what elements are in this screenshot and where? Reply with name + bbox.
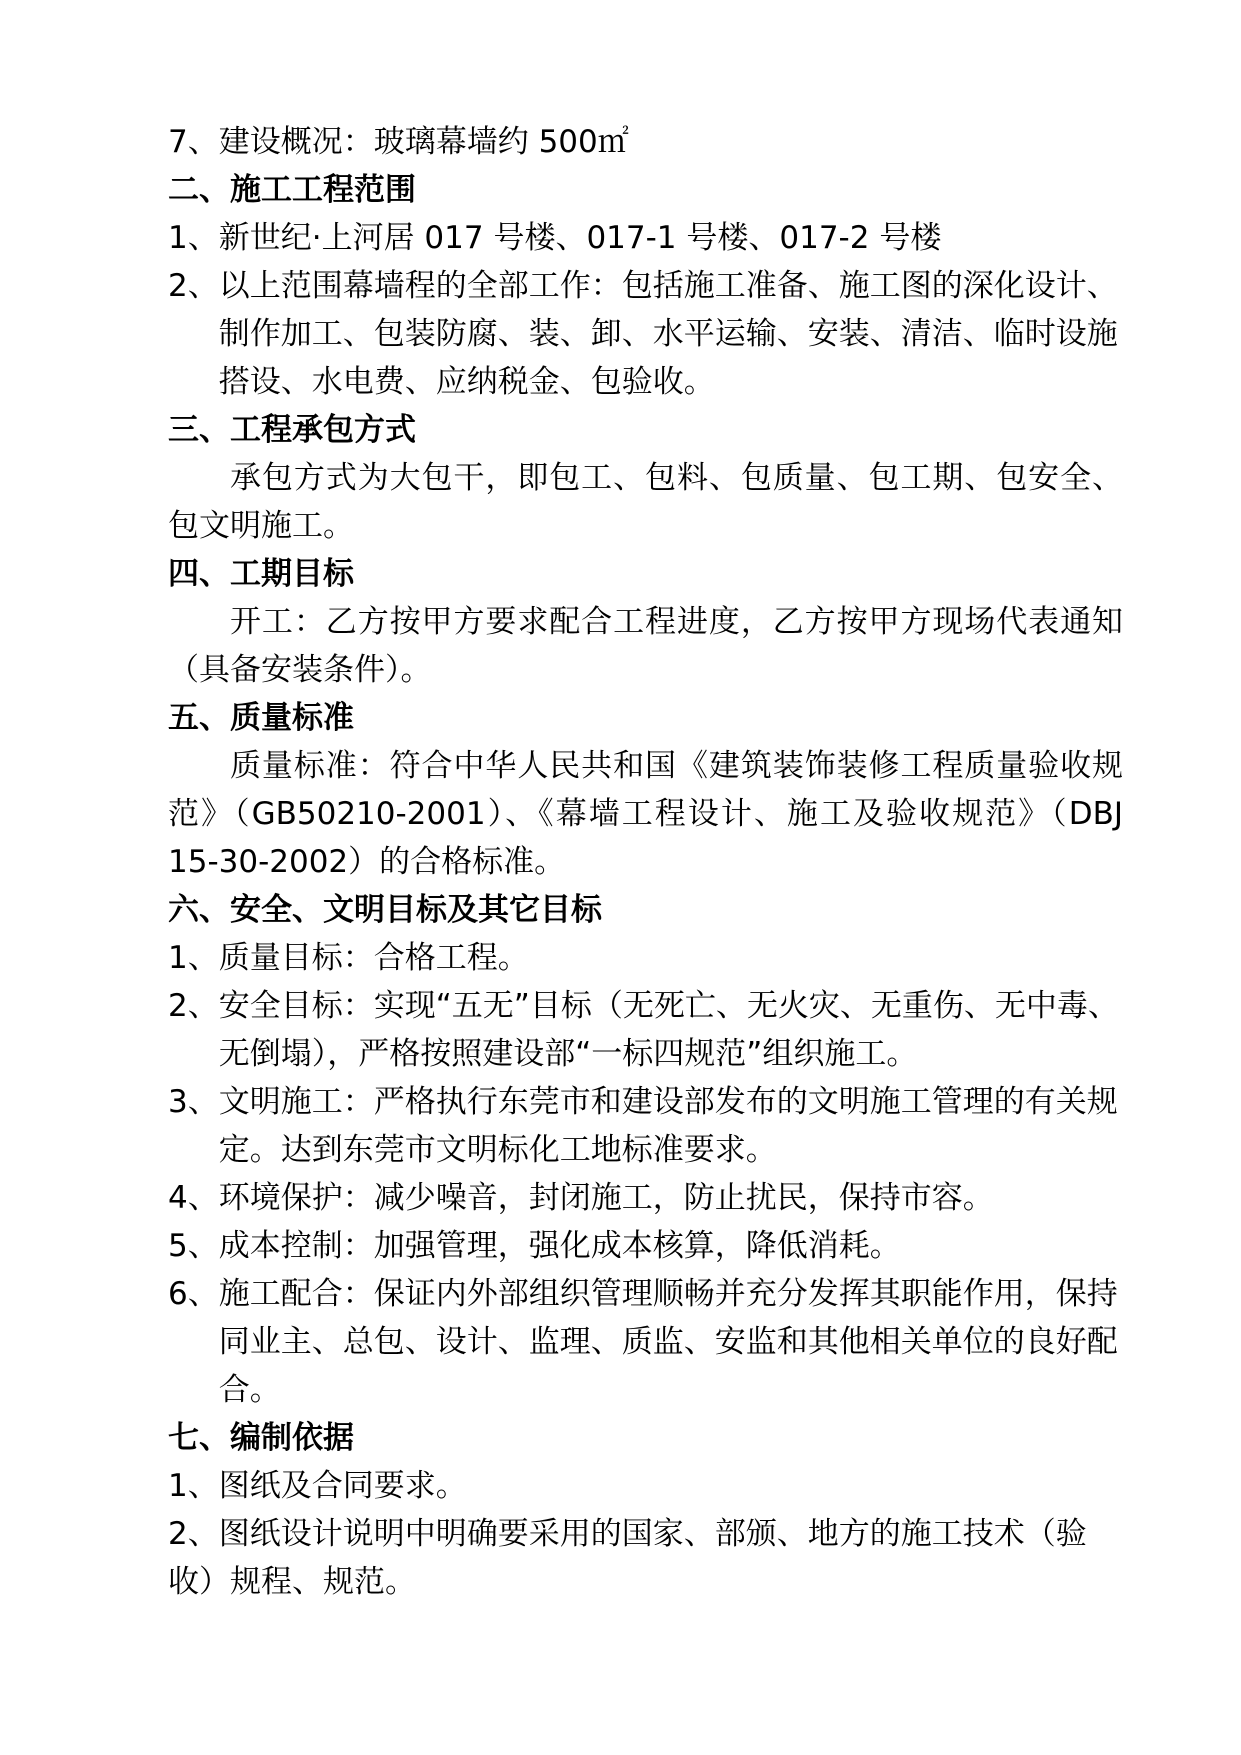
- goal-item-text: 成本控制：加强管理，强化成本核算，降低消耗。: [218, 1228, 901, 1264]
- goal-item-text: 施工配合：保证内外部组织管理顺畅并充分发挥其职能作用，保持同业主、总包、设计、监理、质监、安监和其他相关单位的良好配合。: [218, 1276, 1118, 1408]
- goal-item-text: 质量目标：合格工程。: [218, 940, 529, 976]
- heading-compilation-basis: 七、编制依据: [168, 1420, 354, 1456]
- goal-item-text: 安全目标：实现“五无”目标（无死亡、无火灾、无重伤、无中毒、无倒塌），严格按照建设部“一标四规范”组织施工。: [218, 988, 1119, 1072]
- goal-item: [168, 1222, 1123, 1270]
- construction-overview-line: 7、建设概况：玻璃幕墙约 500㎡: [168, 124, 629, 160]
- goal-item-number: 2、: [168, 988, 219, 1024]
- contract-method-paragraph: 承包方式为大包干，即包工、包料、包质量、包工期、包安全、包文明施工。: [168, 460, 1123, 544]
- schedule-goal-paragraph: 开工：乙方按甲方要求配合工程进度，乙方按甲方现场代表通知（具备安装条件）。: [168, 604, 1123, 688]
- scope-item-2-text: 以上范围幕墙程的全部工作：包括施工准备、施工图的深化设计、制作加工、包装防腐、装、卸、水平运输、安装、清洁、临时设施搭设、水电费、应纳税金、包验收。: [218, 268, 1118, 400]
- goal-item-text: 文明施工：严格执行东莞市和建设部发布的文明施工管理的有关规定。达到东莞市文明标化工地标准要求。: [218, 1084, 1118, 1168]
- scope-item-2: [168, 262, 1123, 406]
- goal-item: [168, 1270, 1123, 1414]
- goal-item-number: 6、: [168, 1276, 219, 1312]
- heading-quality-standard: 五、质量标准: [168, 700, 354, 736]
- scope-item-1: 1、新世纪·上河居 017 号楼、017-1 号楼、017-2 号楼: [168, 220, 942, 256]
- goal-item: [168, 934, 1123, 982]
- heading-construction-scope: 二、施工工程范围: [168, 172, 416, 208]
- goal-item: [168, 1174, 1123, 1222]
- heading-contract-method: 三、工程承包方式: [168, 412, 416, 448]
- goal-item-number: 3、: [168, 1084, 219, 1120]
- heading-safety-goals: 六、安全、文明目标及其它目标: [168, 892, 602, 928]
- goal-item-number: 5、: [168, 1228, 219, 1264]
- document-body: [168, 118, 1123, 1606]
- basis-item-1: 1、图纸及合同要求。: [168, 1468, 467, 1504]
- quality-standard-paragraph: 质量标准：符合中华人民共和国《建筑装饰装修工程质量验收规范》（GB50210-2001）、《幕墙工程设计、施工及验收规范》（DBJ 15-30-2002）的合格标准。: [168, 748, 1123, 880]
- goal-item: [168, 982, 1123, 1078]
- goal-item-number: 4、: [168, 1180, 219, 1216]
- goal-item-text: 环境保护：减少噪音，封闭施工，防止扰民，保持市容。: [218, 1180, 994, 1216]
- heading-schedule-goal: 四、工期目标: [168, 556, 354, 592]
- goal-item-number: 1、: [168, 940, 219, 976]
- scope-item-2-number: 2、: [168, 268, 219, 304]
- goal-item: [168, 1078, 1123, 1174]
- basis-item-2: 2、图纸设计说明中明确要采用的国家、部颁、地方的施工技术（验收）规程、规范。: [168, 1516, 1087, 1600]
